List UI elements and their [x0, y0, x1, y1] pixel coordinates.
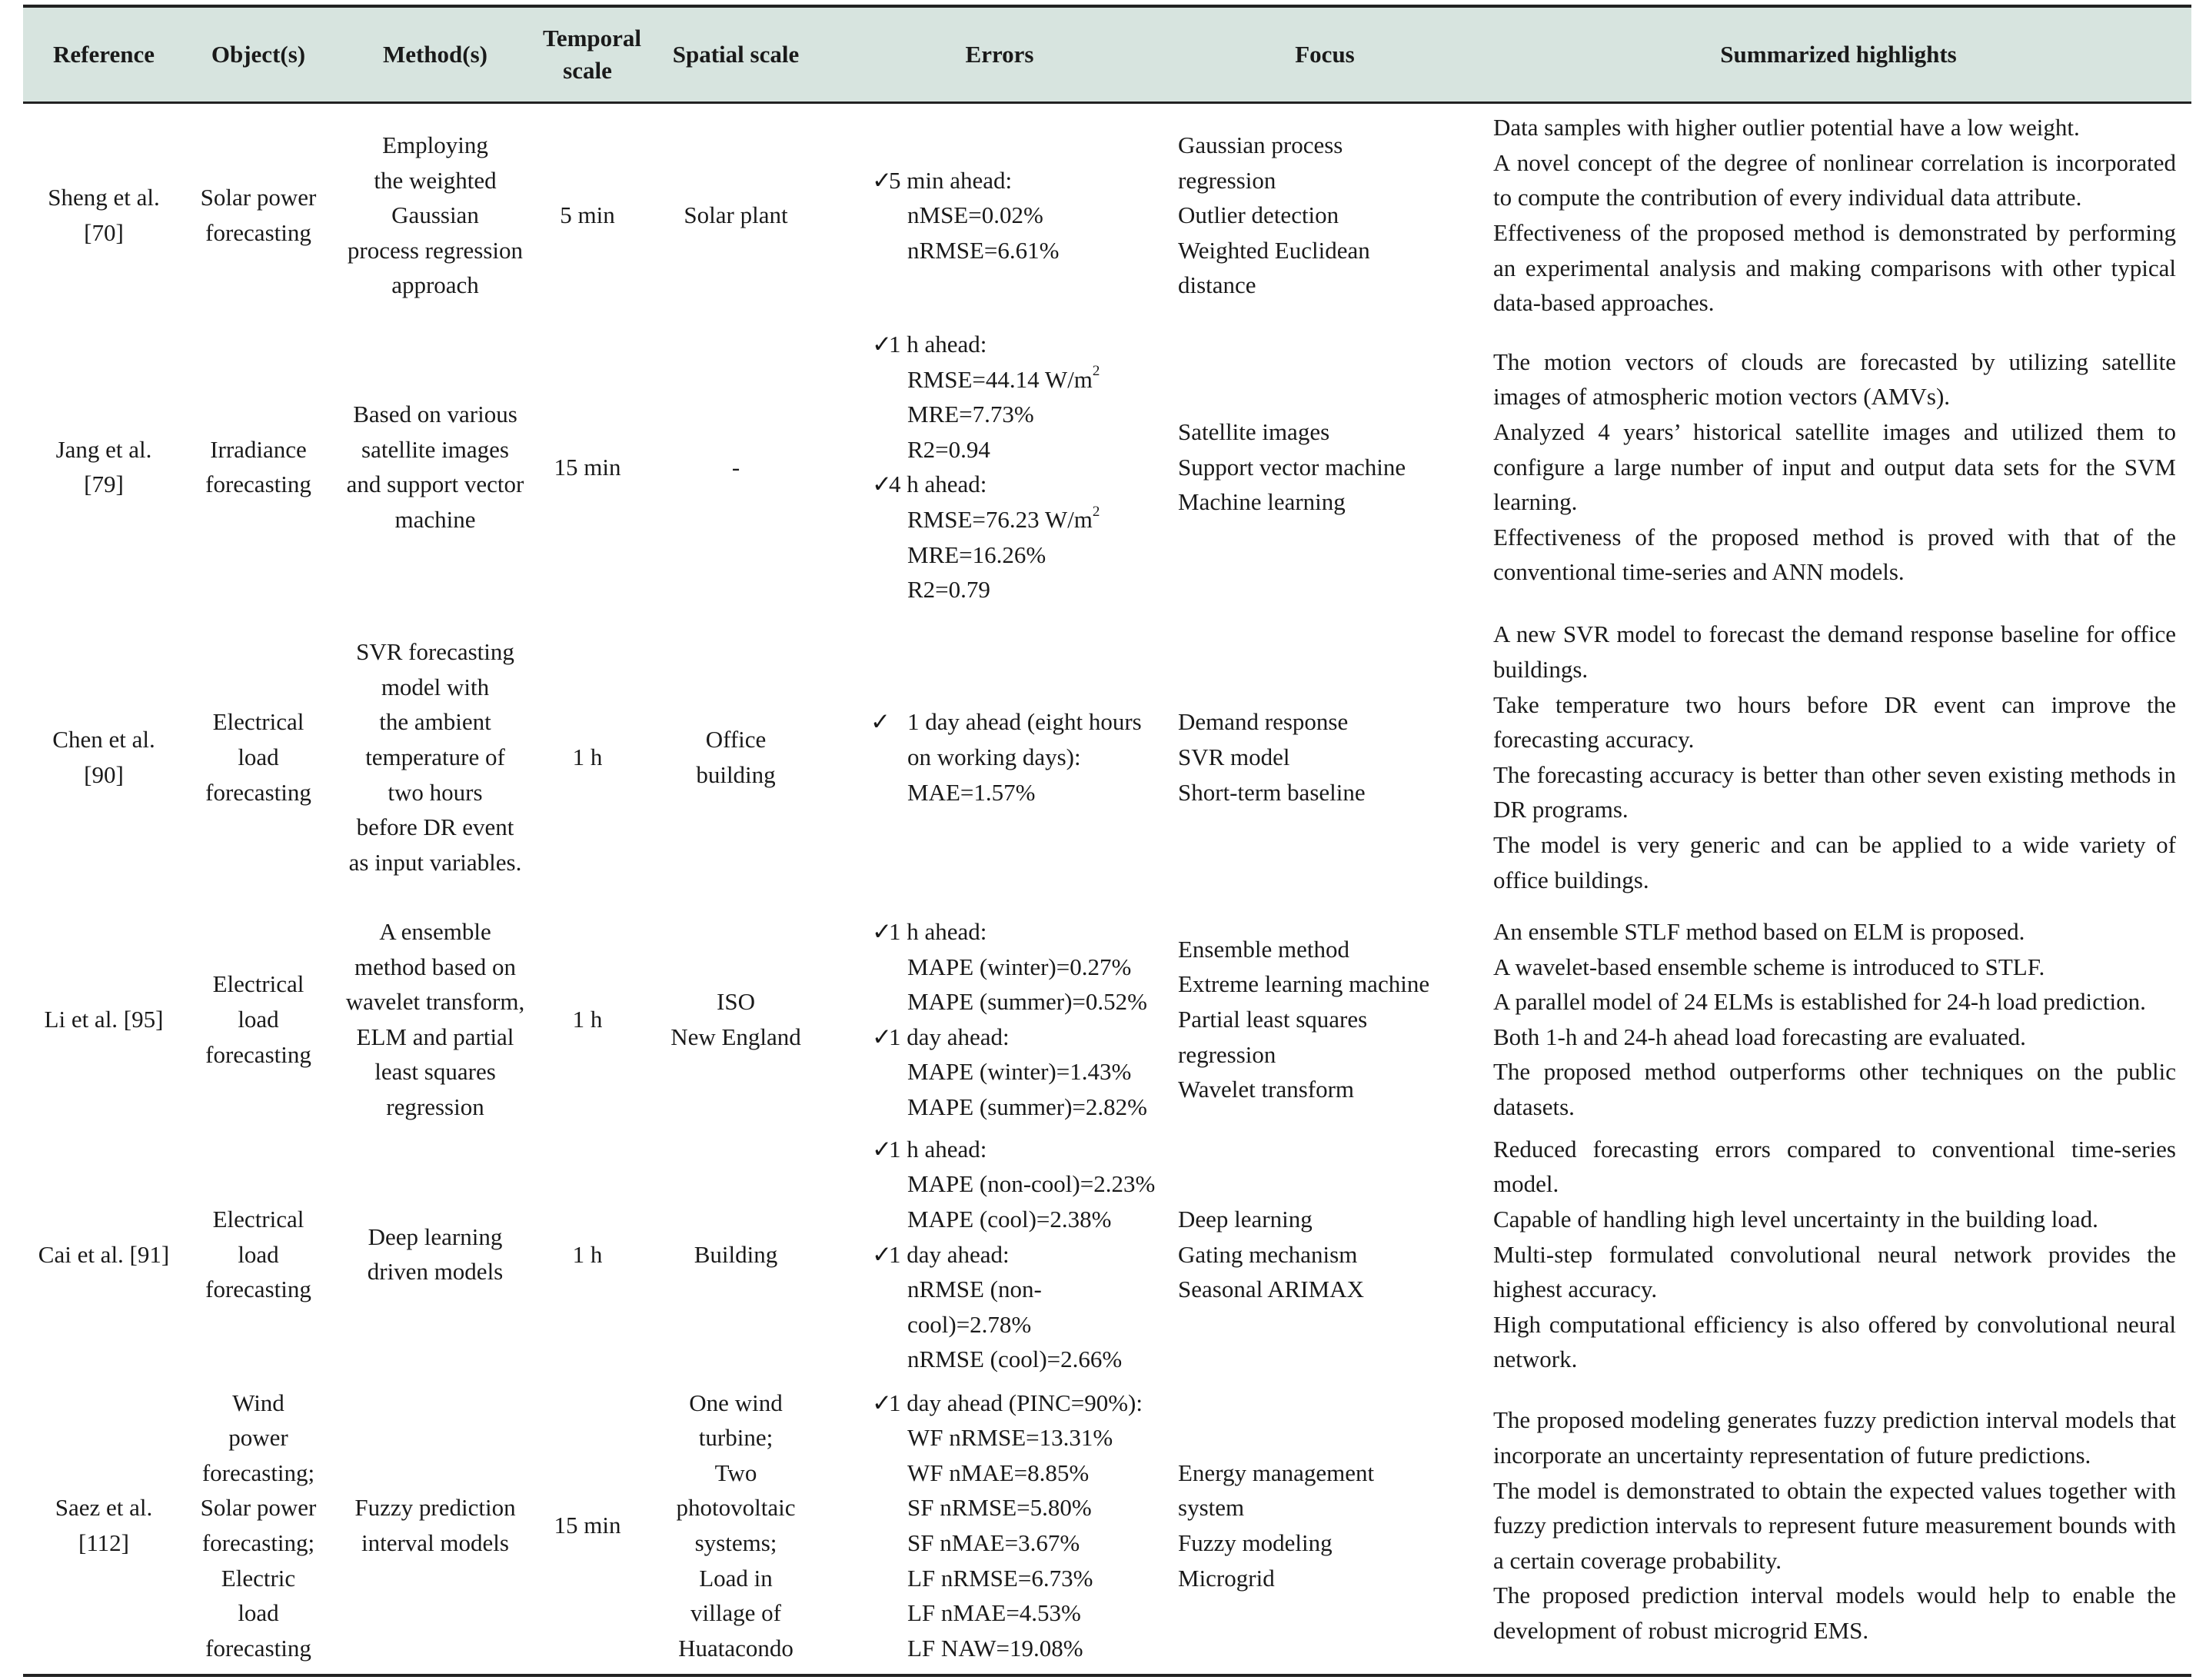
highlight-item: A parallel model of 24 ELMs is established for 24-h load prediction. [1493, 988, 2146, 1016]
error-value: SF nMAE=3.67% [907, 1529, 1080, 1556]
error-value: R2=0.94 [907, 435, 990, 463]
check-icon: ✓ [872, 331, 892, 358]
cell-spatial: ISO New England [670, 988, 801, 1050]
header-temporal-scale: Temporal scale [543, 25, 642, 84]
header-reference: Reference [53, 41, 155, 68]
cell-methods: SVR forecasting model with the ambient temperature of two hours before DR event as input variables. [348, 638, 522, 876]
error-value: MAPE (winter)=0.27% [907, 953, 1132, 980]
cell-spatial: Building [694, 1240, 778, 1268]
cell-errors [835, 907, 1164, 1132]
error-group [872, 1020, 1160, 1125]
cell-reference: Saez et al. [112] [55, 1494, 153, 1556]
check-icon: ✓ [872, 1135, 892, 1163]
header-objects: Object(s) [211, 41, 306, 68]
table-row [23, 1132, 2191, 1377]
header-methods: Method(s) [382, 41, 488, 68]
focus-line: system [1178, 1494, 1245, 1522]
check-icon: ✓ [872, 917, 892, 945]
cell-highlights [1486, 1377, 2191, 1675]
error-value: MAPE (cool)=2.38% [907, 1205, 1112, 1233]
table-row [23, 327, 2191, 607]
error-value: LF NAW=19.08% [907, 1634, 1083, 1662]
cell-temporal: 1 h [572, 1005, 603, 1033]
cell-objects: Solar power forecasting [200, 184, 317, 246]
cell-focus [1164, 103, 1486, 328]
focus-line: Short-term baseline [1178, 778, 1366, 806]
check-icon: ✓ [872, 471, 892, 498]
header-row [23, 6, 2191, 103]
focus-line: Extreme learning machine [1178, 970, 1430, 998]
table-row [23, 1377, 2191, 1675]
focus-line: Partial least squares [1178, 1005, 1368, 1033]
table-body [23, 103, 2191, 1675]
cell-errors [835, 103, 1164, 328]
focus-line: Gaussian process [1178, 131, 1343, 159]
cell-methods: Employing the weighted Gaussian process regression approach [347, 131, 524, 299]
error-value: MAE=1.57% [907, 778, 1036, 806]
error-value: WF nRMSE=13.31% [907, 1424, 1113, 1452]
error-horizon: 1 h ahead: [889, 331, 987, 358]
error-group [872, 1132, 1160, 1237]
highlight-item: High computational efficiency is also offered by convolutional neural network. [1493, 1310, 2176, 1373]
focus-line: Gating mechanism [1178, 1240, 1358, 1268]
cell-highlights [1486, 607, 2191, 907]
cell-objects: Irradiance forecasting [205, 435, 311, 498]
cell-errors [835, 327, 1164, 607]
highlight-item: The model is very generic and can be applied to a wide variety of office buildings. [1493, 830, 2176, 893]
error-horizon: 1 day ahead (eight hours on working days): [907, 708, 1142, 770]
error-horizon: 1 day ahead (PINC=90%): [889, 1389, 1143, 1416]
error-group [872, 467, 1160, 607]
cell-spatial: One wind turbine; Two photovoltaic systems; Load in village of Huatacondo [676, 1389, 796, 1662]
cell-spatial: Solar plant [684, 201, 788, 229]
cell-methods: A ensemble method based on wavelet transform, ELM and partial least squares regression [345, 917, 525, 1120]
error-value: nRMSE=6.61% [907, 236, 1060, 264]
error-group [872, 1237, 1160, 1377]
unit-superscript: 2 [1092, 503, 1100, 520]
error-horizon: 1 h ahead: [889, 917, 987, 945]
cell-objects: Wind power forecasting; Solar power forecasting; Electric load forecasting [200, 1389, 317, 1662]
error-value: MAPE (summer)=2.82% [907, 1093, 1147, 1120]
highlight-item: An ensemble STLF method based on ELM is proposed. [1493, 917, 2025, 945]
highlight-item: The model is demonstrated to obtain the expected values together with fuzzy prediction intervals to represent future measurement bounds with a certain coverage probability. [1493, 1476, 2176, 1574]
highlight-item: The motion vectors of clouds are forecasted by utilizing satellite images of atmospheric motion vectors (AMVs). [1493, 348, 2176, 411]
error-horizon: 1 h ahead: [889, 1135, 987, 1163]
table-header [23, 6, 2191, 103]
highlight-item: Effectiveness of the proposed method is demonstrated by performing an experimental analysis and making comparisons with other typical data-based approaches. [1493, 219, 2176, 317]
highlight-item: Effectiveness of the proposed method is proved with that of the conventional time-series and ANN models. [1493, 523, 2176, 586]
focus-line: Energy management [1178, 1459, 1375, 1486]
highlight-item: Reduced forecasting errors compared to conventional time-series model. [1493, 1135, 2176, 1198]
focus-line: Microgrid [1178, 1564, 1275, 1592]
error-value: MRE=16.26% [907, 541, 1046, 568]
cell-temporal: 15 min [554, 1512, 621, 1539]
cell-reference: Sheng et al. [70] [48, 184, 160, 246]
check-icon: ✓ [872, 1389, 892, 1416]
focus-line: distance [1178, 271, 1256, 299]
focus-line: Ensemble method [1178, 935, 1349, 963]
error-value: LF nRMSE=6.73% [907, 1564, 1093, 1592]
cell-highlights [1486, 103, 2191, 328]
cell-objects: Electrical load forecasting [205, 970, 311, 1068]
check-icon: ✓ [872, 1023, 892, 1050]
error-value: R2=0.79 [907, 576, 990, 604]
highlight-item: The forecasting accuracy is better than other seven existing methods in DR programs. [1493, 760, 2176, 823]
error-value: MRE=7.73% [907, 401, 1034, 428]
focus-line: SVR model [1178, 743, 1290, 770]
cell-temporal: 1 h [572, 743, 603, 770]
error-value: MAPE (winter)=1.43% [907, 1058, 1132, 1086]
focus-line: Machine learning [1178, 488, 1346, 516]
cell-focus [1164, 1377, 1486, 1675]
highlight-item: Analyzed 4 years’ historical satellite images and utilized them to configure a large number of input and output data sets for the SVM learning. [1493, 418, 2176, 516]
unit-superscript: 2 [1092, 363, 1100, 380]
check-icon: ✓ [872, 166, 892, 194]
error-group [872, 327, 1160, 467]
highlight-item: Take temperature two hours before DR event can improve the forecasting accuracy. [1493, 690, 2176, 754]
header-errors: Errors [965, 41, 1034, 68]
cell-spatial: - [731, 453, 740, 481]
comparison-table [23, 5, 2191, 1677]
cell-errors [835, 1377, 1164, 1675]
error-horizon: 5 min ahead: [889, 166, 1013, 194]
error-value-text: RMSE=76.23 W/m [907, 505, 1093, 533]
error-value: WF nMAE=8.85% [907, 1459, 1090, 1486]
check-icon: ✓ [870, 708, 890, 736]
cell-reference: Chen et al. [90] [52, 726, 155, 788]
highlight-item: A wavelet-based ensemble scheme is introduced to STLF. [1493, 953, 2045, 980]
cell-temporal: 1 h [572, 1240, 603, 1268]
header-highlights: Summarized highlights [1720, 41, 1957, 68]
error-value [889, 502, 1160, 537]
error-value: MAPE (non-cool)=2.23% [907, 1170, 1156, 1198]
focus-line: Outlier detection [1178, 201, 1339, 229]
cell-focus [1164, 1132, 1486, 1377]
error-group [870, 704, 1160, 810]
cell-temporal: 15 min [554, 453, 621, 481]
table-row [23, 103, 2191, 328]
cell-objects: Electrical load forecasting [205, 708, 311, 806]
error-horizon: 1 day ahead: [889, 1023, 1010, 1050]
cell-highlights [1486, 1132, 2191, 1377]
cell-spatial: Office building [696, 726, 776, 788]
check-icon: ✓ [872, 1240, 892, 1268]
cell-reference: Jang et al. [79] [55, 435, 152, 498]
error-group [872, 163, 1160, 268]
cell-highlights [1486, 327, 2191, 607]
cell-focus [1164, 607, 1486, 907]
cell-temporal: 5 min [560, 201, 615, 229]
cell-methods: Fuzzy prediction interval models [354, 1494, 516, 1556]
focus-line: Seasonal ARIMAX [1178, 1276, 1364, 1303]
header-spatial-scale: Spatial scale [672, 41, 800, 68]
cell-methods: Based on various satellite images and support vector machine [346, 401, 524, 533]
cell-methods: Deep learning driven models [367, 1223, 504, 1286]
cell-highlights [1486, 907, 2191, 1132]
error-value-text: RMSE=44.14 W/m [907, 365, 1093, 393]
cell-reference: Cai et al. [91] [38, 1240, 170, 1268]
focus-line: Demand response [1178, 708, 1349, 736]
cell-reference: Li et al. [95] [44, 1005, 164, 1033]
focus-line: Weighted Euclidean [1178, 236, 1370, 264]
error-value: MAPE (summer)=0.52% [907, 988, 1147, 1016]
focus-line: regression [1178, 1040, 1276, 1068]
error-value: LF nMAE=4.53% [907, 1599, 1081, 1627]
focus-line: Satellite images [1178, 418, 1330, 445]
cell-objects: Electrical load forecasting [205, 1205, 311, 1303]
highlight-item: The proposed method outperforms other techniques on the public datasets. [1493, 1058, 2176, 1120]
highlight-item: Both 1-h and 24-h ahead load forecasting are evaluated. [1493, 1023, 2026, 1050]
error-value: nMSE=0.02% [907, 201, 1043, 229]
focus-line: Support vector machine [1178, 453, 1406, 481]
focus-line: Deep learning [1178, 1205, 1313, 1233]
highlight-item: Data samples with higher outlier potential have a low weight. [1493, 114, 2080, 141]
error-horizon: 1 day ahead: [889, 1240, 1010, 1268]
highlight-item: Multi-step formulated convolutional neural network provides the highest accuracy. [1493, 1240, 2176, 1303]
header-focus: Focus [1295, 41, 1355, 68]
focus-line: regression [1178, 166, 1276, 194]
cell-errors [835, 1132, 1164, 1377]
table-row [23, 607, 2191, 907]
focus-line: Wavelet transform [1178, 1076, 1355, 1103]
highlight-item: A novel concept of the degree of nonlinear correlation is incorporated to compute the contribution of every individual data attribute. [1493, 148, 2176, 211]
error-group [872, 914, 1160, 1020]
focus-line: Fuzzy modeling [1178, 1529, 1333, 1556]
highlight-item: The proposed prediction interval models would help to enable the development of robust microgrid EMS. [1493, 1582, 2176, 1644]
highlight-item: The proposed modeling generates fuzzy prediction interval models that incorporate an uncertainty representation of future predictions. [1493, 1406, 2176, 1469]
error-value: SF nRMSE=5.80% [907, 1494, 1092, 1522]
table-wrapper [23, 5, 2191, 1677]
error-value: nRMSE (non-cool)=2.78% [907, 1276, 1042, 1338]
error-group [872, 1386, 1160, 1666]
cell-errors [835, 607, 1164, 907]
highlight-item: Capable of handling high level uncertainty in the building load. [1493, 1205, 2098, 1233]
error-value [889, 362, 1160, 398]
highlight-item: A new SVR model to forecast the demand response baseline for office buildings. [1493, 620, 2176, 683]
error-value: nRMSE (cool)=2.66% [907, 1346, 1123, 1373]
cell-focus [1164, 907, 1486, 1132]
cell-focus [1164, 327, 1486, 607]
error-horizon: 4 h ahead: [889, 471, 987, 498]
table-row [23, 907, 2191, 1132]
